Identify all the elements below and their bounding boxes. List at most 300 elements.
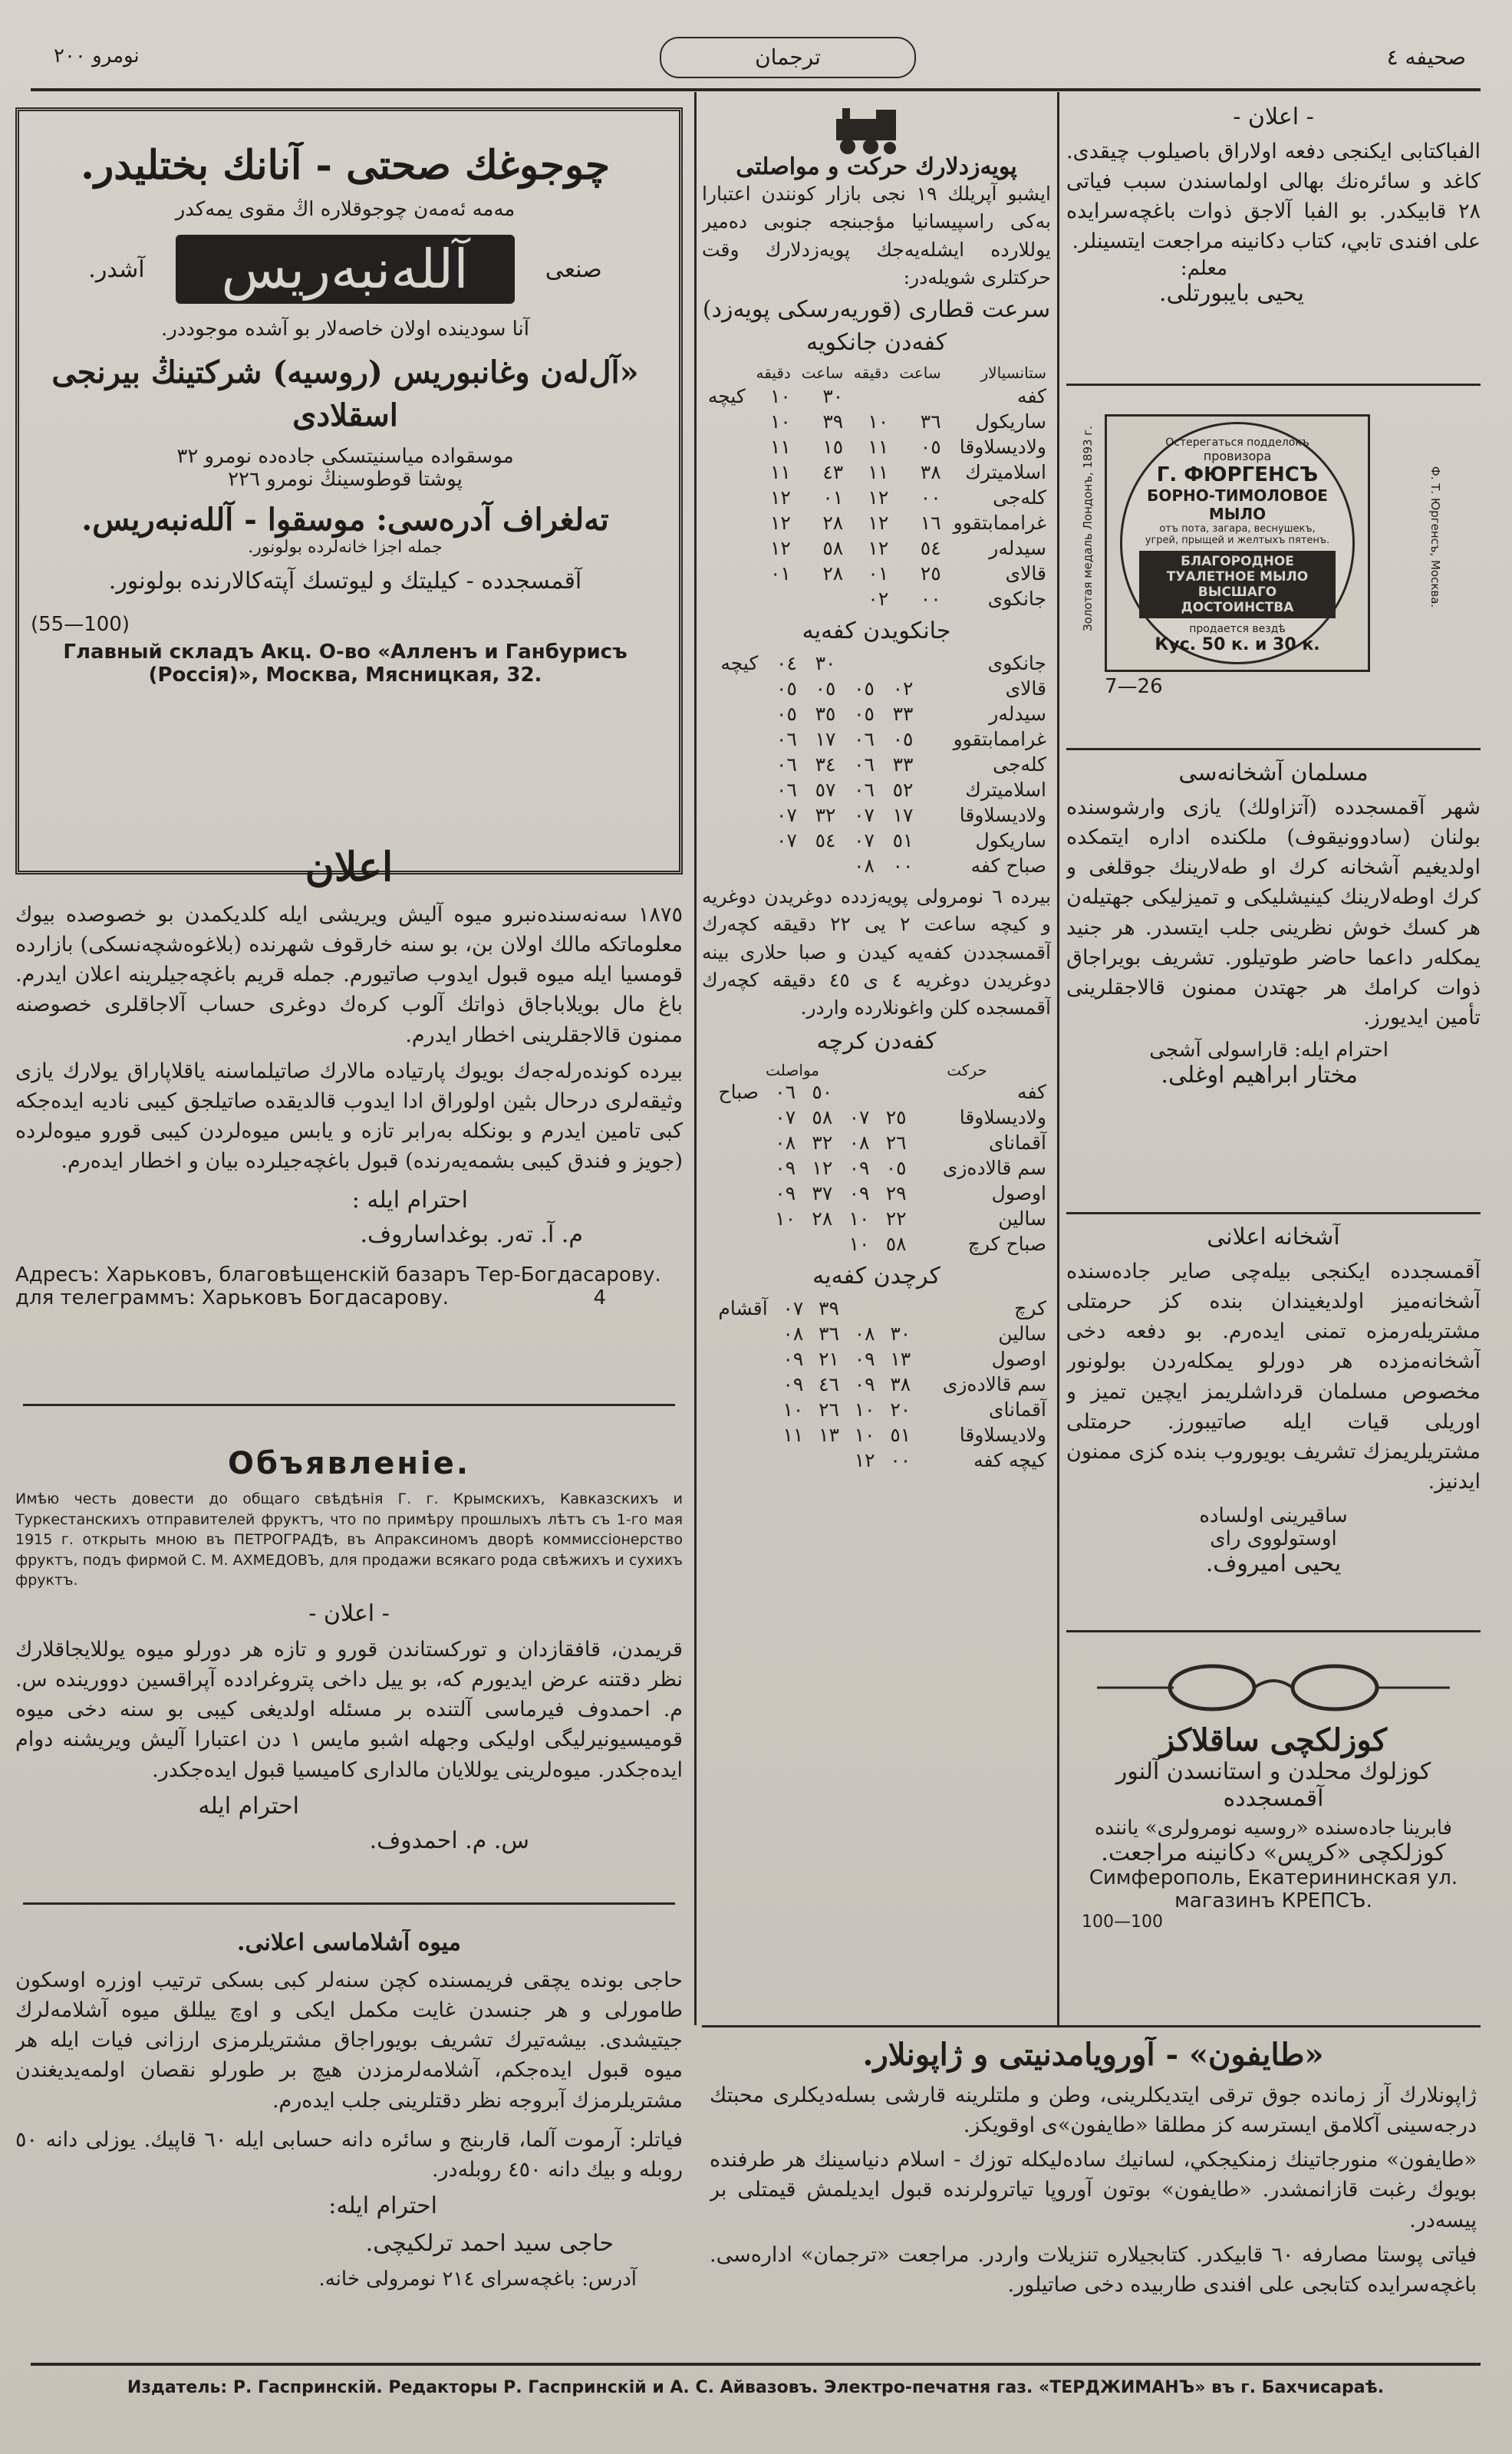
timetable-cell: ٣٦ (920, 410, 941, 433)
timetable-row (702, 1155, 1051, 1181)
ad-akhmedov (15, 1446, 683, 1906)
ad-taifun (710, 2037, 1477, 2351)
ad-nursery-address: آدرس: باغچەسراى ٢١٤ نومرولى خانە. (318, 2267, 637, 2291)
timetable-row (702, 651, 1051, 676)
ad-bogdasarov-address: Адресъ: Харьковъ, благовѣщенскій базаръ Тер-Богдасарову. (15, 1263, 661, 1287)
ad-allenburys (31, 142, 660, 871)
timetable-cell (848, 384, 893, 409)
timetable-cell: ٢٥ (885, 1106, 907, 1129)
ad-bogdasarov-regards: احترام ایله : (351, 1187, 468, 1214)
timetable-cell (702, 853, 763, 878)
timetable-cell (702, 1346, 772, 1372)
timetable-cell: اوصول (991, 1348, 1046, 1371)
timetable-cell: ٠٦ (776, 753, 797, 776)
timetable-cell: ٥٨ (885, 1233, 907, 1256)
ad-optician-russian: Симферополь, Екатерининская ул. магазинъ КРЕПСЪ. (1089, 1866, 1458, 1912)
timetable-cell: ولاديسلاوقا (959, 1424, 1046, 1447)
timetable-cell: كلەجى (993, 486, 1046, 509)
timetable-cell: ٣٢ (815, 804, 836, 826)
timetable-cell (750, 586, 796, 611)
ad-canteen2-body: آقمسجدده ايكنجى بيلەچى صاير جادەسندە آشخانەميز اولديغيندان بندە كز حرمتلى مشتريلەرمزە تمنى ايدەرم. بو دفعه دخى آشخانەمزده هر دورلو يمكلەردن بولونور مخصوص مسلمان قرداشلريمز ايچين تميز و اوريلى قيات ايلە صاتيبورز. حرمتلى مشتريلريمزك تشريف بويوروب بنده كزى ممنون ايدنيز. (1066, 1260, 1481, 1494)
issue-number: نومرو ۲۰۰ (54, 44, 140, 68)
timetable-cell: ٣٤ (815, 753, 836, 776)
timetable-cell: ٢٨ (822, 562, 844, 585)
ad-taifun-body3: فياتى پوستا مصارفه ٦٠ قابيكدر. كتابجيلاره تنزيلات واردر. مراجعت «ترجمان» ادارەسى. باغچەسرايده كتابجى على افندى طاربيدە دخى صاتيلور. (710, 2242, 1477, 2297)
timetable-cell: سالين (998, 1323, 1046, 1346)
timetable-cell: ١١ (868, 461, 889, 483)
timetable-cell: ٢١ (819, 1348, 839, 1371)
timetable-cell: ٠٠ (892, 855, 914, 877)
timetable-cell: ٠٧ (854, 829, 875, 851)
ad-alphabet-signature: يحيى بايبورتلى. (1158, 279, 1304, 307)
timetable-cell (702, 802, 763, 828)
timetable-cell: ٥٤ (920, 537, 941, 559)
timetable-cell (844, 1296, 880, 1321)
right-rule-4 (1066, 1630, 1481, 1632)
timetable-cell: ٠٨ (848, 1131, 870, 1155)
timetable-cell: قالاى (1005, 562, 1046, 585)
ad-muslim-canteen (1066, 759, 1481, 1204)
ad-akhmedov-title: - اعلان - (308, 1599, 390, 1627)
ad-akhmedov-body: قريمدن، قافقازدان و توركستاندن قورو و تازه هر دورلو ميوه يوللايجاقلارك نظر دقتنه عرض ايديورم كه، بو ييل داخى پتروغرادده آپراقسين دووريندە س. م. احمدوف فيرماسى آلتندە بر مسئله اولديغى كيبى بو سنه دخى ميوە قوميسيونیرلیگی اولیكی وجهلە اشبو مايس ١ دن اعتبارا آليش ويريشنه دوام ايدەجكدر. ميوەلرينى يوللايان مالداری كاميسيا قبول ايدەجكدر. (15, 1637, 683, 1782)
ad-canteen-title: مسلمان آشخانەسى (1178, 759, 1369, 786)
timetable-cell (702, 726, 763, 752)
timetable-cell: ١٠ (868, 410, 889, 433)
timetable-cell: ١٢ (769, 512, 791, 534)
header-rule (31, 88, 1481, 91)
timetable-cell: ٠١ (769, 562, 791, 585)
timetable-body-4 (702, 1296, 1051, 1473)
timetable-cell: ٠٨ (775, 1131, 796, 1155)
timetable-cell (874, 1079, 911, 1105)
timetable-cell (702, 1231, 763, 1257)
soap-code: 7—26 (1105, 675, 1163, 698)
page-number: صحیفه ٤ (1386, 44, 1466, 70)
left-rule-2 (23, 1902, 675, 1905)
timetable-row (702, 1079, 1051, 1105)
timetable-row (702, 1105, 1051, 1130)
timetable-cell: ٥١ (890, 1424, 911, 1447)
soap-oval (1120, 422, 1355, 664)
timetable-cell: غراممابتقوو (953, 728, 1046, 750)
timetable-row (702, 485, 1051, 510)
ad-bogdasarov-signature: م. آ. تەر. بوغداساروف. (360, 1221, 583, 1249)
timetable-cell: ٠٩ (782, 1348, 804, 1371)
timetable-cell: ٠٩ (782, 1373, 804, 1396)
head-departure: حركت (947, 1061, 987, 1080)
timetable-cell (702, 701, 763, 726)
timetable-cell (702, 1105, 763, 1130)
timetable-cell (879, 651, 918, 676)
timetable-cell (702, 485, 750, 510)
masthead-title: ترجمان (660, 37, 916, 78)
timetable-row (702, 510, 1051, 535)
ad-canteen2-title: آشخانه اعلانی (1207, 1224, 1340, 1250)
timetable-cell: صباح كفە (970, 855, 1046, 877)
timetable-row (702, 1448, 1051, 1473)
timetable-cell (702, 1321, 772, 1346)
ad-canteen2-role: ساقيرينى اولسادە (1199, 1504, 1348, 1528)
ad-akhmedov-regards: احترام ایله (198, 1792, 299, 1820)
timetable-cell: ١٢ (868, 512, 889, 534)
timetable-cell: ٠٠ (920, 588, 941, 610)
ad-optician-address: فابرينا جادەسندە «روسيه نومرولری» يانندە (1094, 1817, 1453, 1840)
timetable-cell: ٠٩ (775, 1157, 796, 1180)
ad-akhmedov-title-ru: Объявленіе. (227, 1446, 471, 1481)
ad-akhmedov-signature: س. م. احمدوف. (369, 1827, 529, 1854)
ad-bogdasarov-telegram: для телеграммъ: Харьковъ Богдасарову. (15, 1286, 450, 1310)
timetable-cell (800, 1231, 837, 1257)
timetable-cell: ٣٧ (812, 1182, 833, 1205)
col-station: ستانسيالار (980, 364, 1046, 382)
timetable-cell (702, 1206, 763, 1231)
timetable-cell: ١٠ (854, 1424, 875, 1447)
timetable-cell: اسلاميترك (965, 461, 1046, 483)
timetable-section-1 (702, 323, 1051, 878)
ad-allenburys-bulk: جمله اجزا خانەلردە بولونور. (248, 538, 443, 557)
timetable-body-3 (702, 1079, 1051, 1257)
timetable-cell: ١٢ (769, 486, 791, 509)
timetable-cell: ١٣ (819, 1424, 839, 1447)
timetable-row (702, 1422, 1051, 1448)
right-rule-1 (1066, 384, 1481, 386)
timetable-cell (702, 676, 763, 701)
timetable-cell (893, 384, 945, 409)
timetable-cell: سيدلەر (989, 537, 1046, 559)
timetable-cell (702, 752, 763, 777)
timetable-cell: ٠٨ (854, 855, 875, 877)
timetable-cell: ٠٥ (854, 677, 875, 700)
timetable-row (702, 460, 1051, 485)
col-dep-m: دقيقە (756, 364, 791, 382)
timetable-cell: ٣٨ (890, 1373, 911, 1396)
ad-bogdasarov (15, 844, 683, 1404)
timetable-cell: ١٠ (848, 1207, 870, 1230)
timetable-cell: ٠١ (822, 486, 844, 509)
ad-nursery-title: ميوە آشلاماسى اعلانى. (237, 1929, 461, 1956)
ad-bogdasarov-title: اعلان (305, 844, 394, 891)
column-divider-1 (694, 92, 697, 2025)
timetable-cell: ١٥ (822, 436, 844, 458)
timetable-cell: ولاديسلاوقا (959, 1106, 1046, 1129)
timetable-cell: صباح كرچ (967, 1233, 1046, 1256)
timetable-row (702, 1130, 1051, 1155)
timetable-cell: ٠٦ (775, 1081, 796, 1104)
timetable-cell: ٣٣ (892, 703, 914, 725)
timetable-cell: ١٠ (848, 1233, 870, 1256)
locomotive-icon (828, 104, 905, 157)
ad-allenburys-suffix: آشدر. (88, 255, 145, 283)
timetable-3-heads (702, 1061, 1051, 1079)
timetable-row (702, 777, 1051, 802)
timetable-cell: اوصول (991, 1182, 1046, 1205)
timetable-cell: ٢٨ (812, 1207, 833, 1230)
timetable-cell: ٣٩ (822, 410, 844, 433)
timetable-cell: ١٢ (868, 486, 889, 509)
timetable-cell: كفە (1017, 385, 1046, 407)
timetable-cell: ٢٨ (822, 512, 844, 534)
timetable-cell: ٣٥ (815, 703, 836, 725)
timetable-cell (772, 1448, 809, 1473)
timetable-cell: غراممابتقوو (953, 512, 1046, 534)
ad-nursery-regards: احترام ایله: (328, 2192, 437, 2219)
timetable-cell: ٠٧ (854, 804, 875, 826)
timetable-cell: ٠٥ (776, 677, 797, 700)
timetable-cell (840, 651, 879, 676)
timetable-cell: ٥٢ (892, 779, 914, 801)
timetable-cell: ٠٢ (892, 677, 914, 700)
timetable-cell: ٢٦ (885, 1131, 907, 1155)
timetable-title: پویەزدلارك حركت و مواصلتى (736, 153, 1017, 180)
timetable-cell: كفە (1017, 1081, 1046, 1104)
timetable-cell: ٥٤ (815, 829, 836, 851)
ad-canteen-regards: احترام ايله: قاراسولى آشجى (1149, 1039, 1388, 1062)
timetable-section-3-title: كفەدن كرچە (816, 1028, 937, 1056)
timetable-row (702, 676, 1051, 701)
timetable-section-2-title: جانكويدن كفەيە (802, 618, 951, 644)
timetable-row (702, 409, 1051, 434)
timetable-cell: ٠٦ (854, 779, 875, 801)
timetable-cell: ٠٦ (776, 728, 797, 750)
timetable-cell: ٣٩ (819, 1297, 839, 1320)
timetable-cell (702, 561, 750, 586)
right-rule-2 (1066, 748, 1481, 750)
timetable-cell: ١٣ (890, 1348, 911, 1371)
ad-optician-shop: كوزلكچى «كرپس» دكانينه مراجعت. (1101, 1840, 1446, 1866)
timetable-cell: ١٠ (775, 1207, 796, 1230)
timetable-cell: ١٠ (854, 1398, 875, 1421)
timetable-cell: ولاديسلاوقا (959, 436, 1046, 458)
timetable-cell: ٠٩ (854, 1373, 875, 1396)
timetable-row (702, 384, 1051, 409)
timetable-cell: كرچ (1014, 1297, 1046, 1320)
timetable-row (702, 1372, 1051, 1397)
train-timetable (702, 153, 1051, 2025)
timetable-table-4 (702, 1296, 1051, 1473)
footer-rule (31, 2363, 1481, 2366)
col-note (702, 362, 750, 384)
timetable-cell (796, 586, 848, 611)
timetable-table-1 (702, 362, 1051, 611)
timetable-cell: جانكوى (987, 652, 1046, 674)
timetable-row (702, 1346, 1051, 1372)
timetable-cell (702, 828, 763, 853)
timetable-cell: ٥٨ (822, 537, 844, 559)
head-arrival: مواصلت (766, 1061, 819, 1080)
ad-nursery (15, 1929, 683, 2359)
bottom-span-rule (702, 2025, 1481, 2027)
timetable-cell: ٠٠ (890, 1449, 911, 1472)
soap-name: БОРНО-ТИМОЛОВОЕ МЫЛО (1147, 486, 1328, 523)
ad-canteen-signature: مختار ابراهيم اوغلى. (1161, 1062, 1358, 1089)
timetable-cell: كيچە (707, 385, 746, 407)
right-rule-3 (1066, 1212, 1481, 1214)
ad-optician-city: آقمسجدده (1223, 1785, 1324, 1812)
timetable-cell: ٤٣ (822, 461, 844, 483)
timetable-cell: ١٢ (868, 537, 889, 559)
timetable-cell: ١٠ (782, 1398, 804, 1421)
timetable-row (702, 535, 1051, 561)
timetable-cell: ٠١ (868, 562, 889, 585)
timetable-cell: ٥٧ (815, 779, 836, 801)
timetable-cell (880, 1296, 916, 1321)
timetable-cell: ١٢ (769, 537, 791, 559)
timetable-cell: ٣٦ (819, 1323, 839, 1346)
timetable-cell: ٢٥ (920, 562, 941, 585)
timetable-cell: ٠٨ (854, 1323, 875, 1346)
timetable-cell: ٠٥ (885, 1157, 907, 1180)
left-rule-1 (23, 1404, 675, 1406)
timetable-cell: اسلاميترك (965, 779, 1046, 801)
timetable-cell: كيچە (720, 652, 759, 674)
timetable-cell (702, 777, 763, 802)
soap-top: Остерегаться подделокъ (1165, 436, 1309, 449)
timetable-cell (763, 853, 802, 878)
timetable-table-2 (702, 651, 1051, 878)
timetable-cell (702, 409, 750, 434)
timetable-cell: ١٧ (815, 728, 836, 750)
timetable-cell: ٣٨ (920, 461, 941, 483)
timetable-cell: ٠٥ (892, 728, 914, 750)
timetable-cell: ٣٠ (822, 385, 844, 407)
timetable-cell: ٠٩ (848, 1157, 870, 1180)
timetable-cell (763, 1231, 800, 1257)
timetable-cell: ٠٦ (854, 728, 875, 750)
timetable-cell: ٠٧ (776, 829, 797, 851)
timetable-row (702, 1181, 1051, 1206)
soap-price: Кус. 50 к. и 30 к. (1155, 635, 1320, 654)
timetable-cell: ٠٥ (815, 677, 836, 700)
ad-allenburys-russian: Главный складъ Акц. О-во «Алленъ и Ганбурисъ (Россія)», Москва, Мясницкая, 32. (63, 641, 628, 687)
ad-taifun-body2: «طايفون» منورجاتينك زمنكيجكي، لسانيك سادەليكله توزك - اسلام دنياسينك هر طرفنده بويوك رغبت قازانمشدر. «طايفون» بوتون آوروپا تياترولرنده قبول ايديلمش قيمتلى بر پيسەدر. (710, 2148, 1477, 2232)
timetable-cell: ١١ (868, 436, 889, 458)
soap-brand: Г. ФЮРГЕНСЪ (1156, 463, 1319, 486)
timetable-row (702, 1321, 1051, 1346)
soap-provisor: провизора (1203, 449, 1272, 463)
timetable-cell (702, 535, 750, 561)
ad-canteen-body: شهر آقمسجددە (آتزاولك) يازى وارشوسنده بولنان (سادوونيقوف) ملكندە اداره ايتمكدە اولديغيم آشخانه كرك او طەلارينك جوقلغى و كرك اوطەلارينك كينيشليكى و تميزليكى جهتيلەن هر كسك خوش نظرينى جلب ايتسدر. هر جنيد يمكلەر داعما حاضر طوتيلور. تشريف بويراجاق ذوات كرامك هر جهتدن ممنون قالاجقلرينى تأمين ايديورز. (1066, 795, 1481, 1029)
timetable-cell (702, 1130, 763, 1155)
ad-optician-code: 100—100 (1082, 1912, 1163, 1932)
ad-allenburys-local: آقمسجدده - كيليتك و ليوتسك آپتەكالارندە بولونور. (108, 568, 582, 595)
timetable-cell: ٠٢ (868, 588, 889, 610)
ad-taifun-title: «طايفون» - آورويامدنيتى و ژاپونلار. (862, 2037, 1324, 2073)
ad-bogdasarov-telegram-row (15, 1286, 683, 1309)
timetable-cell: ٢٩ (885, 1182, 907, 1205)
timetable-cell: ٠٦ (776, 779, 797, 801)
ad-canteen-2 (1066, 1224, 1481, 1622)
timetable-cell: ٠٩ (848, 1182, 870, 1205)
timetable-cell (702, 510, 750, 535)
timetable-row (702, 701, 1051, 726)
timetable-section-4-title: كرچدن كفەيە (812, 1263, 940, 1290)
ad-allenburys-headline: چوجوغك صحتی - آنانك بختلیدر. (81, 142, 610, 189)
timetable-cell: كيچە كفە (973, 1449, 1046, 1472)
soap-side-right: Ф. Т. Юргенсъ, Москва. (1428, 466, 1442, 608)
ad-allenburys-sub2: آنا سوديندە اولان خاصەلار بو آشدە موجوددر. (161, 318, 529, 341)
col-arr-h: ساعت (899, 364, 941, 382)
timetable-cell: ٠٤ (776, 652, 797, 674)
timetable-table-3 (702, 1079, 1051, 1257)
timetable-row (702, 1231, 1051, 1257)
timetable-cell: ٣٠ (815, 652, 836, 674)
timetable-cell: ٢٢ (885, 1207, 907, 1230)
timetable-row (702, 752, 1051, 777)
timetable-cell: ٣٠ (890, 1323, 911, 1346)
timetable-cell: آقمانای (988, 1398, 1046, 1421)
timetable-cell: سيدلەر (989, 703, 1046, 725)
ad-canteen2-place: اوستولووى راى (1210, 1527, 1337, 1551)
ad-allenburys-addr1: موسقواده مياسنيتسكى جادەدە نومرو ۳۲ (176, 445, 514, 468)
timetable-cell (837, 1079, 874, 1105)
timetable-cell: ٠٧ (782, 1297, 804, 1320)
timetable-cell: كلەجى (993, 753, 1046, 776)
timetable-cell (702, 460, 750, 485)
timetable-row (702, 828, 1051, 853)
timetable-row (702, 586, 1051, 611)
timetable-section-3 (702, 1022, 1051, 1473)
ad-alphabet (1066, 104, 1481, 357)
timetable-cell: ١٦ (920, 512, 941, 534)
soap-sold: продается вездѣ (1189, 623, 1286, 635)
timetable-cell (702, 1397, 772, 1422)
timetable-row (702, 853, 1051, 878)
timetable-cell: ١٢ (812, 1157, 833, 1180)
timetable-cell: ١١ (769, 461, 791, 483)
ad-allenburys-brand-row (31, 235, 660, 304)
imprint-footer: Издатель: Р. Гаспринскій. Редакторы Р. Гаспринскій и А. С. Айвазовъ. Электро-печатня газ. «ТЕРДЖИМАНЪ» въ г. Бахчисараѣ. (127, 2378, 1385, 2397)
timetable-row (702, 1397, 1051, 1422)
timetable-cell: ٥٠ (812, 1081, 833, 1104)
ad-allenburys-prefix: صنعی (545, 255, 602, 283)
timetable-cell: ٠٦ (854, 753, 875, 776)
ad-allenburys-brand: آللەنبەريس (176, 235, 515, 304)
timetable-colheads (702, 362, 1051, 384)
timetable-cell: ٣٢ (812, 1131, 833, 1155)
timetable-cell: ٠٩ (854, 1348, 875, 1371)
timetable-cell (808, 1448, 844, 1473)
ad-optician-sub: كوزلوك محلدن و استانسدن آلنور (1115, 1758, 1431, 1785)
timetable-cell (802, 853, 841, 878)
timetable-cell: ١٢ (854, 1449, 875, 1472)
timetable-cell (702, 1181, 763, 1206)
timetable-cell: سم قالادەزی (942, 1157, 1046, 1180)
ad-soap (1081, 407, 1396, 698)
timetable-cell (702, 1448, 772, 1473)
ad-bogdasarov-number: 4 (593, 1286, 606, 1310)
ad-allenburys-telegraph: تەلغراف آدرەسى: موسقوا - آللەنبەريس. (81, 502, 609, 538)
timetable-cell: ١٠ (769, 385, 791, 407)
timetable-cell: ٣٣ (892, 753, 914, 776)
timetable-body-2 (702, 651, 1051, 878)
timetable-cell: سالين (998, 1207, 1046, 1230)
ad-allenburys-sub1: مەمە ئەمەن چوجوقلارە اڭ مقوی يمەكدر (175, 198, 516, 221)
timetable-cell: ساريكول (975, 410, 1046, 433)
timetable-cell: ٠٩ (775, 1182, 796, 1205)
timetable-cell: ٤٦ (819, 1373, 839, 1396)
timetable-cell: ٠٨ (782, 1323, 804, 1346)
eyeglasses-icon (1089, 1657, 1458, 1718)
timetable-cell: ٥٨ (812, 1106, 833, 1129)
timetable-cell: ٢٠ (890, 1398, 911, 1421)
timetable-intro: ايشبو آپريلك ١٩ نجى بازار كونندن اعتبارا بەكى راسپيسانيا مؤجبنجه جنوبى دەمير يوللاردە ايشلەيەجك پويەزدلارك وقت حركتلرى شويلەدر: (702, 183, 1051, 288)
ad-alphabet-body: الفباكتابى ايكنجى دفعه اولاراق باصيلوب چيقدى. كاغد و سائرەنك بهالى اولماسندن سبب فياتى ٢٨ قابيكدر. بو الفبا آلاجق ذوات باغچەسرايدە على افندى تابي، كتاب دكانينه مراجعت ايتسينلر. (1066, 140, 1481, 254)
ad-nursery-signature: حاجى سيد احمد ترلكيچى. (365, 2229, 614, 2257)
timetable-cell: آقشام (718, 1297, 768, 1320)
ad-nursery-prices: فياتلر: آرموت آلما، قاربنج و سائره دانه حسابى ايله ٦٠ قاپيك. يوزلى دانه ٥٠ روبله و بيك دانه ٤٥٠ روبله‌در. (15, 2127, 683, 2182)
timetable-cell: صباح (718, 1081, 759, 1104)
timetable-row (702, 802, 1051, 828)
